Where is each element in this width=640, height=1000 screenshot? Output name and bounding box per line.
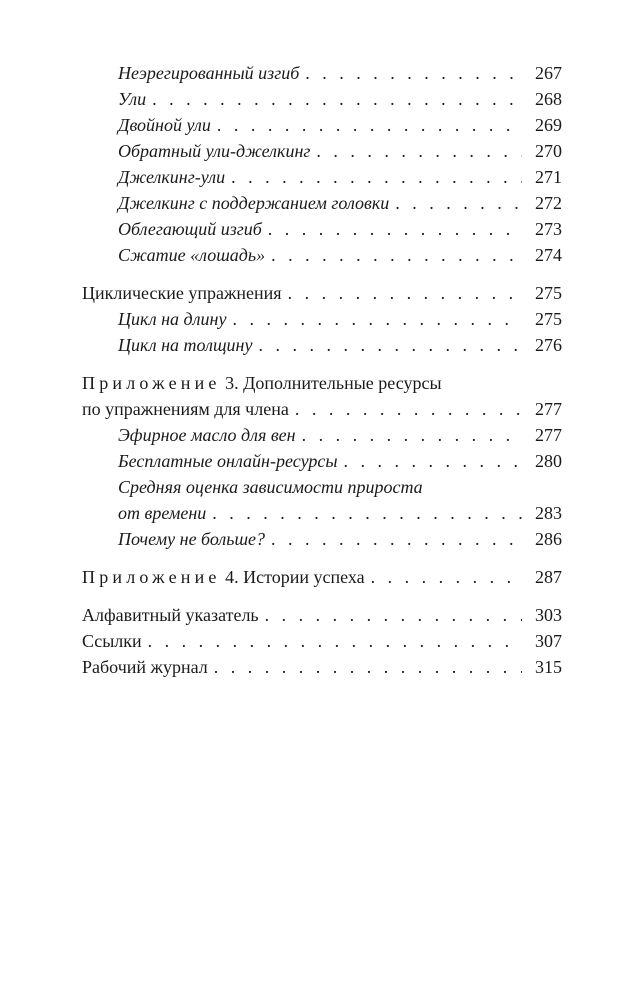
toc-entry-page: 272 (535, 193, 562, 213)
toc-entry[interactable] (82, 242, 562, 268)
dot-leader (305, 60, 522, 86)
toc-entry-title: Алфавитный указатель (82, 605, 259, 625)
toc-entry[interactable] (82, 526, 562, 552)
dot-leader (371, 564, 522, 590)
dot-leader (316, 138, 522, 164)
toc-entry[interactable] (82, 112, 562, 138)
toc-entry-page: 307 (535, 631, 562, 651)
dot-leader (268, 216, 522, 242)
toc-entry-page: 315 (535, 657, 562, 677)
toc-entry-page: 303 (535, 605, 562, 625)
dot-leader (258, 332, 522, 358)
toc-entry-page: 270 (535, 141, 562, 161)
section-gap (82, 268, 562, 280)
dot-leader (271, 242, 522, 268)
table-of-contents (82, 60, 562, 680)
toc-entry-title: Неэрегированный изгиб (118, 63, 300, 83)
toc-entry[interactable] (82, 422, 562, 448)
appendix-label: Приложение (82, 373, 221, 393)
toc-entry-page: 277 (535, 425, 562, 445)
toc-entry-page: 276 (535, 335, 562, 355)
toc-entry-page: 267 (535, 63, 562, 83)
toc-entry-appendix3-line1[interactable] (82, 370, 562, 396)
toc-entry-cyclic[interactable] (82, 280, 562, 306)
toc-entry-references[interactable] (82, 628, 562, 654)
toc-entry-page: 286 (535, 529, 562, 549)
toc-entry[interactable] (82, 164, 562, 190)
toc-entry-page: 268 (535, 89, 562, 109)
appendix-title: 3. Дополнительные ресурсы (220, 373, 442, 393)
section-gap (82, 552, 562, 564)
toc-entry[interactable] (82, 306, 562, 332)
appendix-label: Приложение (82, 567, 221, 587)
dot-leader (271, 526, 522, 552)
dot-leader (231, 164, 522, 190)
toc-entry-title: Сжатие «лошадь» (118, 245, 266, 265)
toc-entry-title: Ули (118, 89, 147, 109)
toc-entry-title: Бесплатные онлайн-ресурсы (118, 451, 338, 471)
toc-entry-title: от времени (118, 503, 207, 523)
dot-leader (148, 628, 522, 654)
toc-entry-avg-line1[interactable] (82, 474, 562, 500)
dot-leader (232, 306, 522, 332)
dot-leader (212, 500, 522, 526)
toc-entry-title: Цикл на толщину (118, 335, 253, 355)
toc-entry-page: 283 (535, 503, 562, 523)
toc-entry[interactable] (82, 332, 562, 358)
toc-entry-page: 274 (535, 245, 562, 265)
section-gap (82, 358, 562, 370)
toc-entry-title: Эфирное масло для вен (118, 425, 296, 445)
toc-entry-title: Обратный ули-джелкинг (118, 141, 311, 161)
toc-entry-title: Средняя оценка зависимости прироста (118, 477, 423, 497)
toc-entry-title: Цикл на длину (118, 309, 227, 329)
toc-entry-title: по упражнениям для члена (82, 399, 289, 419)
toc-entry-title: Двойной ули (118, 115, 211, 135)
toc-entry-page: 275 (535, 283, 562, 303)
toc-entry-title: Джелкинг с поддержанием головки (118, 193, 390, 213)
dot-leader (302, 422, 522, 448)
toc-entry-index[interactable] (82, 602, 562, 628)
toc-entry-title: Почему не больше? (118, 529, 266, 549)
dot-leader (214, 654, 522, 680)
toc-entry[interactable] (82, 190, 562, 216)
toc-entry-title: Циклические упражнения (82, 283, 282, 303)
toc-entry-title: Рабочий журнал (82, 657, 208, 677)
toc-entry[interactable] (82, 448, 562, 474)
dot-leader (395, 190, 522, 216)
dot-leader (217, 112, 522, 138)
toc-entry-page: 277 (535, 399, 562, 419)
toc-entry[interactable] (82, 60, 562, 86)
dot-leader (152, 86, 522, 112)
toc-entry[interactable] (82, 138, 562, 164)
toc-entry-appendix3-line2[interactable] (82, 396, 562, 422)
section-gap (82, 590, 562, 602)
dot-leader (295, 396, 522, 422)
toc-entry-page: 271 (535, 167, 562, 187)
toc-entry-title: Ссылки (82, 631, 142, 651)
toc-entry-page: 273 (535, 219, 562, 239)
toc-entry-avg-line2[interactable] (82, 500, 562, 526)
toc-entry-title: Джелкинг-ули (118, 167, 226, 187)
dot-leader (344, 448, 522, 474)
toc-entry-page: 287 (535, 567, 562, 587)
appendix-title: 4. Истории успеха (220, 567, 365, 587)
toc-entry-page: 280 (535, 451, 562, 471)
toc-entry-page: 275 (535, 309, 562, 329)
toc-entry-page: 269 (535, 115, 562, 135)
dot-leader (265, 602, 522, 628)
toc-entry[interactable] (82, 86, 562, 112)
toc-entry[interactable] (82, 216, 562, 242)
toc-entry-workbook[interactable] (82, 654, 562, 680)
toc-entry-title: Облегающий изгиб (118, 219, 262, 239)
dot-leader (288, 280, 522, 306)
toc-entry-appendix4[interactable] (82, 564, 562, 590)
